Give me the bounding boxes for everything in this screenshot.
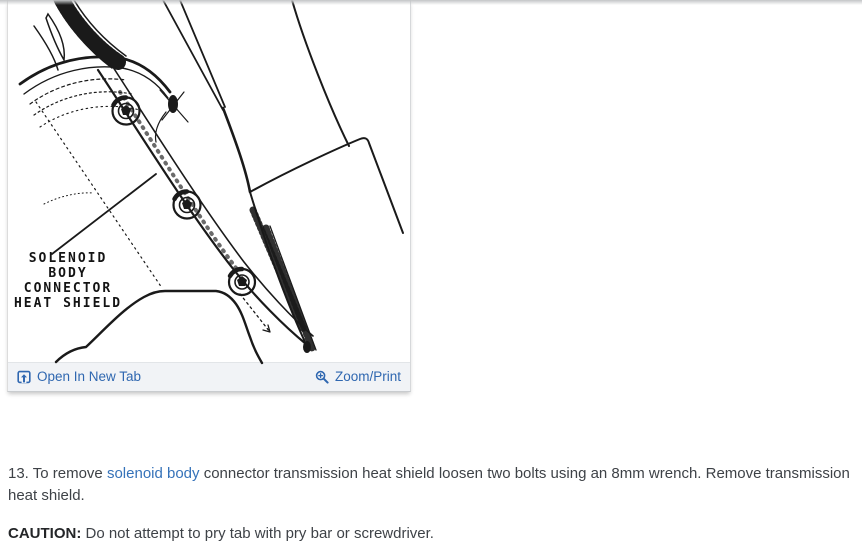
caution-note [8, 523, 856, 545]
step-text-prefix: 13. To remove [8, 465, 107, 482]
diagram-canvas [8, 0, 410, 362]
diagram-label-line: HEAT SHIELD [13, 296, 123, 311]
figure-panel [7, 0, 411, 392]
diagram-label-line: BODY [48, 266, 88, 281]
step-text-suffix: connector transmission heat shield loosen two bolts using an 8mm wrench. Remove transmission heat shield. [8, 465, 850, 504]
open-in-new-tab-link[interactable] [17, 370, 141, 384]
open-in-new-tab-label: Open In New Tab [37, 369, 142, 385]
figure-toolbar [8, 362, 410, 391]
caution-text: Do not attempt to pry tab with pry bar or screwdriver. [81, 525, 434, 542]
bolt-2 [174, 191, 201, 218]
open-in-new-tab-icon [17, 370, 31, 384]
zoom-in-icon [315, 370, 329, 384]
diagram-label-line: CONNECTOR [23, 281, 113, 296]
zoom-print-label: Zoom/Print [334, 369, 401, 385]
zoom-print-link[interactable] [315, 370, 401, 384]
solenoid-heat-shield-diagram [8, 0, 410, 363]
diagram-label-line: SOLENOID [28, 251, 108, 266]
step-13-instruction [8, 463, 856, 507]
bolt-3 [229, 269, 255, 295]
bolt-1 [113, 97, 140, 124]
caution-label: CAUTION: [8, 525, 82, 542]
solenoid-body-link[interactable]: solenoid body [106, 465, 200, 482]
